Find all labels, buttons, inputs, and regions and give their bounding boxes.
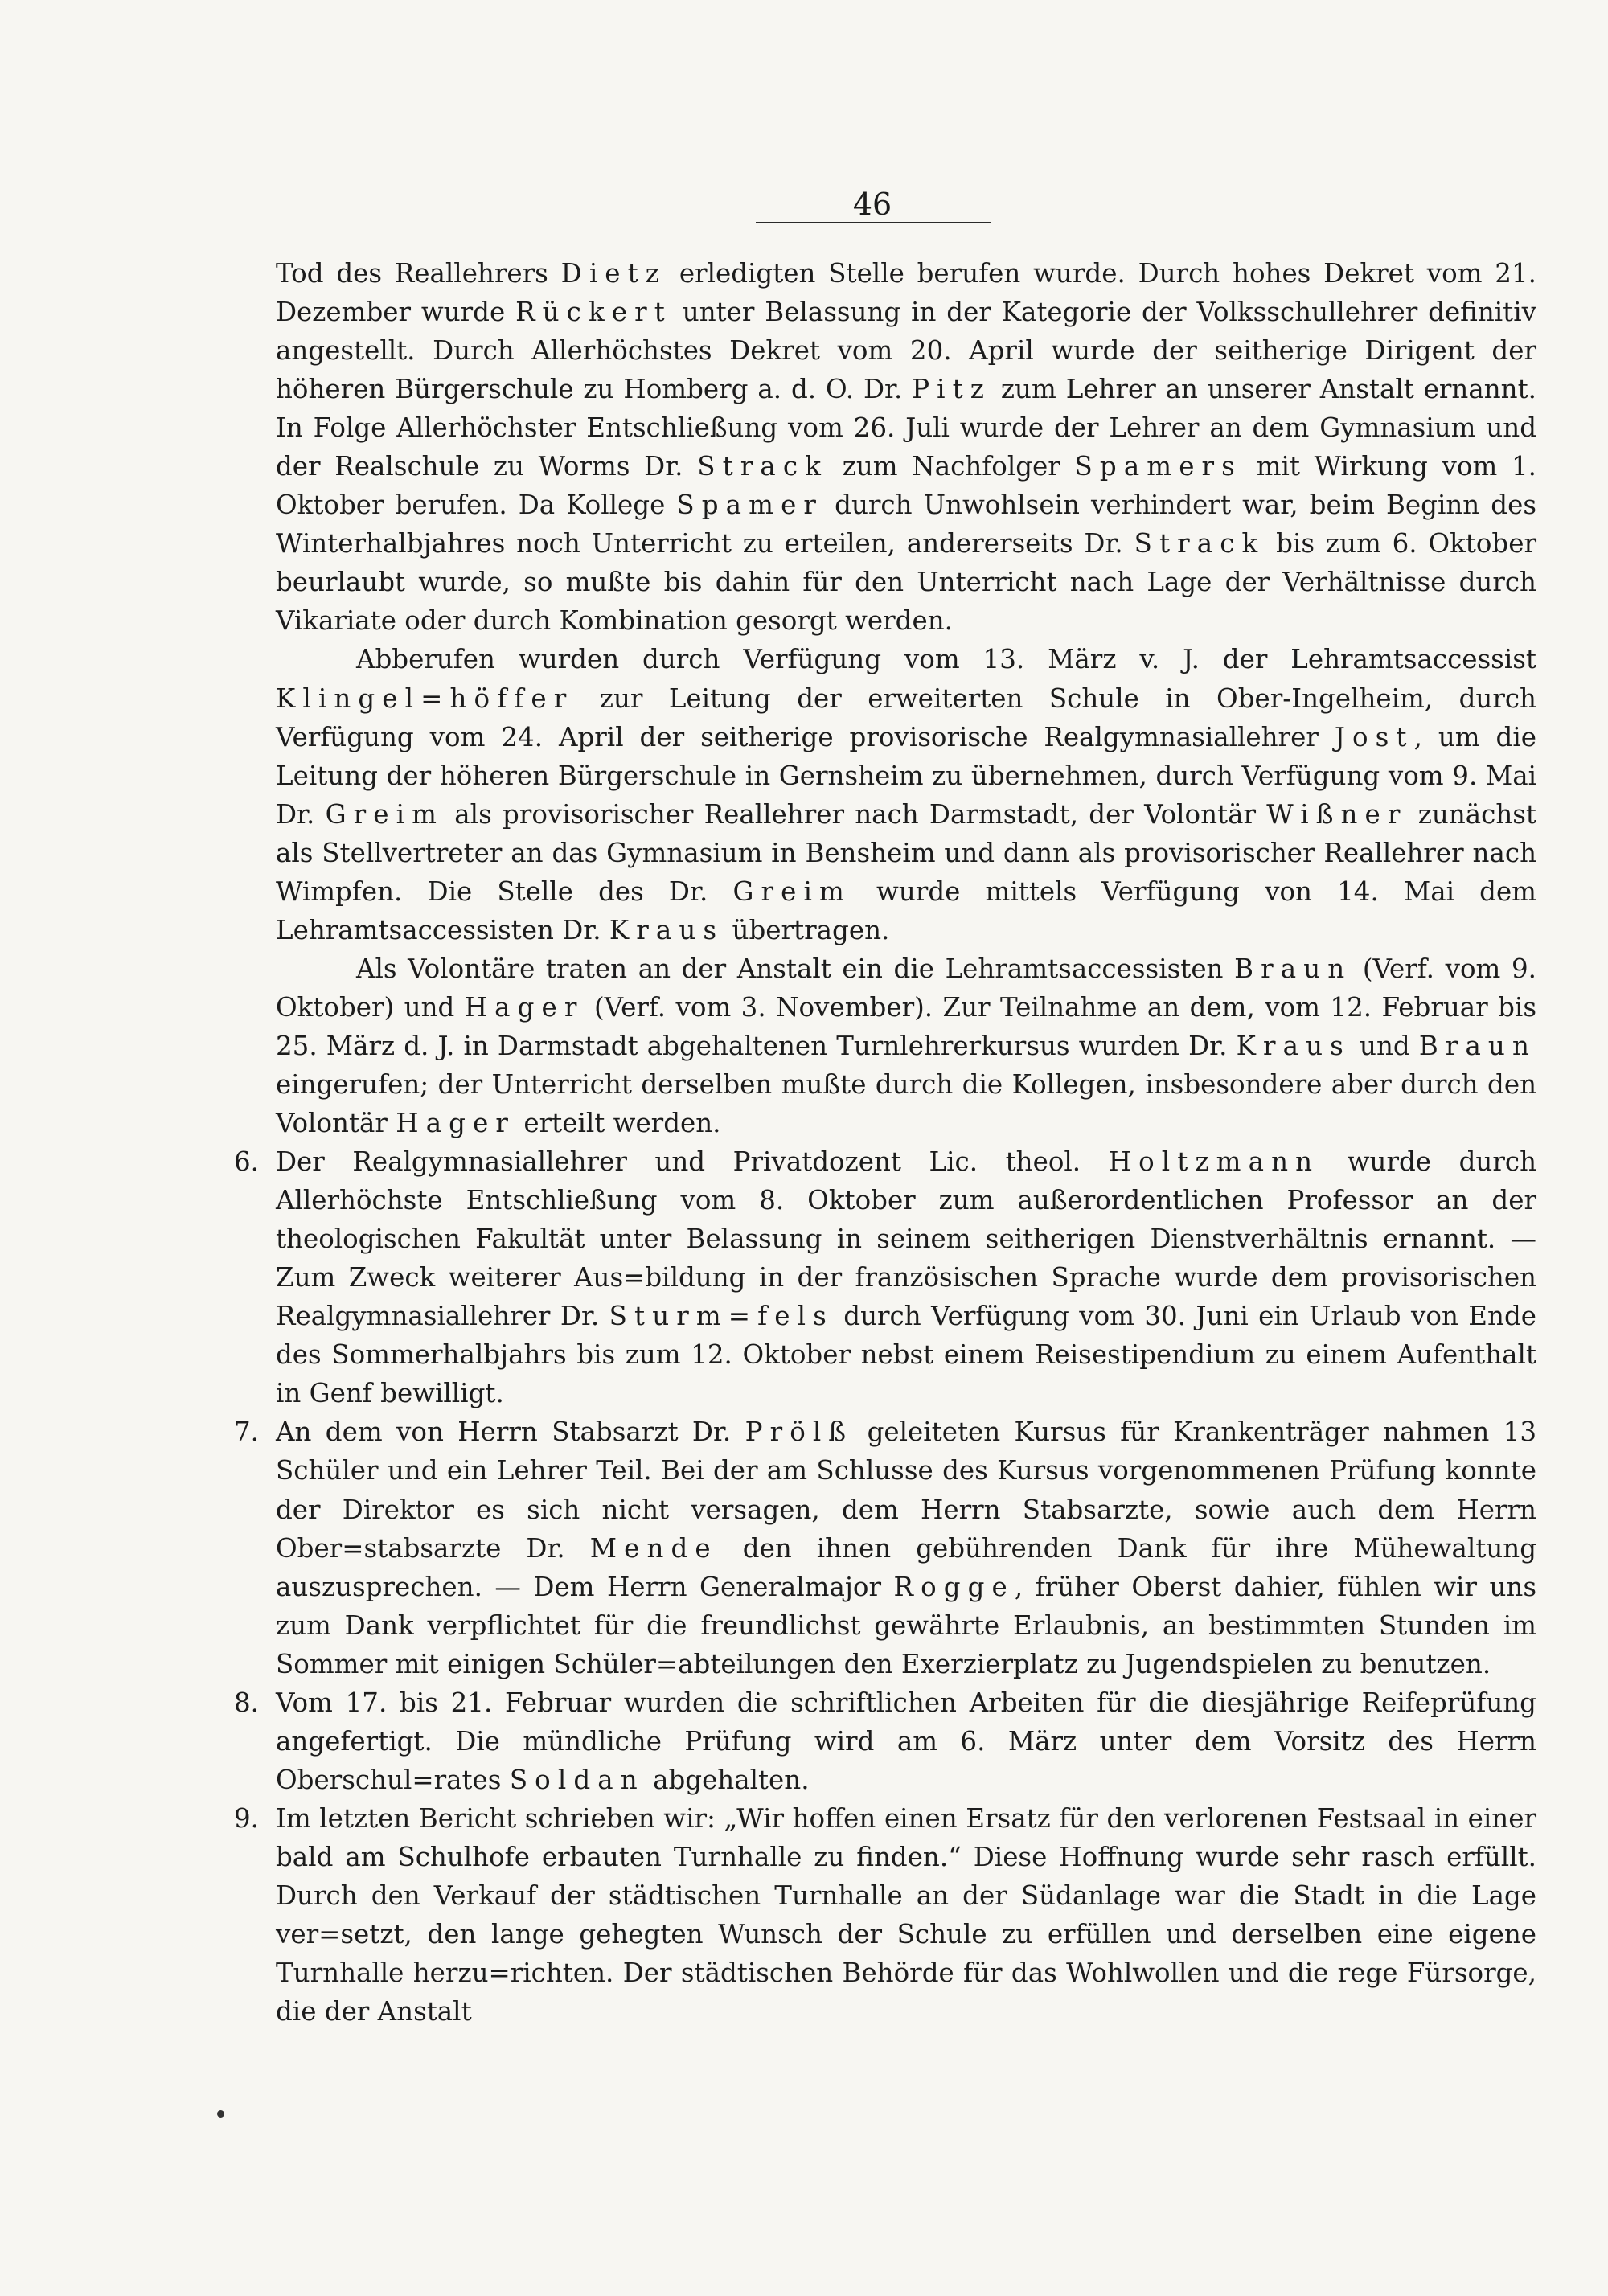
- body-text: [234, 254, 1537, 2031]
- text-run: Abberufen wurden durch Verfügung vom 13. März v. J. der Lehramtsaccessist: [356, 644, 1536, 675]
- item-number: 8.: [234, 1687, 260, 1718]
- person-name: Hager: [464, 991, 585, 1023]
- person-name: Sturm=fels: [609, 1301, 834, 1332]
- person-name: Spamers: [1074, 451, 1242, 482]
- paragraph-volunteers: [276, 949, 1536, 1142]
- text-run: Im letzten Bericht schrieben wir: „Wir hoffen einen Ersatz für den verlorenen Festsaal in einer bald am Schulhofe erbauten Turnhalle zu finden.“ Diese Hoffnung wurde sehr rasch erfüllt. Durch den Verkauf der städtischen Turnhalle an der Südanlage war die Stadt in die Lage ver=setzt, den lange gehegten Wunsch der Schule zu erfüllen und derselben eine eigene Turnhalle herzu=richten. Der städtischen Behörde für das Wohlwollen und die rege Fürsorge, die der Anstalt: [276, 1802, 1536, 2027]
- text-run: erteilt werden.: [515, 1108, 721, 1139]
- list-item-9: [234, 1799, 1536, 2031]
- text-run: als provisorischer Reallehrer nach Darmstadt, der Volontär: [444, 798, 1267, 830]
- person-name: Rückert: [515, 297, 672, 328]
- text-run: , um die Leitung der höheren Bürgerschule in Gernsheim zu übernehmen, durch Verfügung vom 9. Mai Dr.: [276, 721, 1536, 830]
- person-name: Hager: [396, 1108, 516, 1139]
- person-name: Pitz: [912, 374, 992, 405]
- text-run: zum Lehrer an unserer Anstalt ernannt. In Folge Allerhöchster Entschließung vom 26. Juli wurde der Lehrer an dem Gymnasium und der Realschule zu Worms Dr.: [276, 374, 1536, 482]
- text-run: zur Leitung der erweiterten Schule in Ober-Ingelheim, durch Verfügung vom 24. April der seitherige provisorische Realgymnasiallehrer: [276, 683, 1536, 752]
- text-run: wurde durch Allerhöchste Entschließung vom 8. Oktober zum außerordentlichen Professor an der theologischen Fakultät unter Belassung in seinem seitherigen Dienstverhältnis ernannt. — Zum Zweck weiterer Aus=bildung in der französischen Sprache wurde dem provisorischen Realgymnasiallehrer Dr.: [276, 1146, 1536, 1332]
- text-run: mit Wirkung vom 1. Oktober berufen. Da Kollege: [276, 451, 1537, 521]
- header-rule: [756, 222, 991, 223]
- text-run: übertragen.: [724, 914, 890, 945]
- list-item-7: [234, 1412, 1536, 1683]
- text-run: zum Nachfolger: [827, 451, 1075, 482]
- person-name: Greim: [732, 875, 851, 907]
- person-name: Prölß: [745, 1417, 854, 1448]
- person-name: Spamer: [676, 490, 824, 521]
- item-number: 6.: [234, 1146, 260, 1178]
- text-run: zunächst als Stellvertreter an das Gymnasium in Bensheim und dann als provisorischer Reallehrer nach Wimpfen. Die Stelle des Dr.: [276, 798, 1536, 907]
- text-run: Als Volontäre traten an der Anstalt ein die Lehramtsaccessisten: [356, 953, 1235, 984]
- person-name: Braun: [1418, 1030, 1536, 1061]
- ink-speck: [217, 2110, 224, 2118]
- list-item-6: [234, 1142, 1536, 1412]
- text-run: eingerufen; der Unterricht derselben mußte durch die Kollegen, insbesondere aber durch den Volontär: [276, 1068, 1536, 1139]
- person-name: Strack: [697, 451, 828, 482]
- text-run: abgehalten.: [644, 1764, 810, 1795]
- text-run: An dem von Herrn Stabsarzt Dr.: [276, 1417, 745, 1448]
- person-name: Kraus: [609, 914, 724, 945]
- text-run: bis zum 6. Oktober beurlaubt wurde, so mußte bis dahin für den Unterricht nach Lage der Verhältnisse durch Vikariate oder durch Kombination gesorgt werden.: [276, 528, 1536, 637]
- text-run: Tod des Reallehrers: [276, 258, 561, 289]
- text-run: den ihnen gebührenden Dank für ihre Mühewaltung auszusprechen. — Dem Herrn Generalmajor: [276, 1532, 1536, 1602]
- paragraph-appointments: [276, 254, 1536, 640]
- text-run: erledigten Stelle berufen wurde. Durch hohes Dekret vom 21. Dezember wurde: [276, 258, 1536, 328]
- person-name: Soldan: [509, 1764, 645, 1795]
- text-run: (Verf. vom 3. November). Zur Teilnahme an dem, vom 12. Februar bis 25. März d. J. in Darmstadt abgehaltenen Turnlehrerkursus wurden Dr.: [276, 991, 1536, 1061]
- person-name: Strack: [1134, 528, 1265, 560]
- text-run: , früher Oberst dahier, fühlen wir uns zum Dank verpflichtet für die freundlichst gewährte Erlaubnis, an bestimmten Stunden im Sommer mit einigen Schüler=abteilungen den Exerzierplatz zu Jugendspielen zu benutzen.: [276, 1571, 1536, 1679]
- text-run: geleiteten Kursus für Krankenträger nahmen 13 Schüler und ein Lehrer Teil. Bei der am Schlusse des Kursus vorgenommenen Prüfung konnte der Direktor es sich nicht versagen, dem Herrn Stabsarzte, sowie auch dem Herrn Ober=stabsarzte Dr.: [276, 1417, 1536, 1564]
- text-run: Der Realgymnasiallehrer und Privatdozent Lic. theol.: [276, 1146, 1109, 1178]
- person-name: Greim: [325, 798, 445, 830]
- text-run: durch Verfügung vom 30. Juni ein Urlaub von Ende des Sommerhalbjahrs bis zum 12. Oktober nebst einem Reisestipendium zu einem Aufenthalt in Genf bewilligt.: [276, 1301, 1536, 1409]
- person-name: Jost: [1334, 721, 1414, 752]
- person-name: Kraus: [1236, 1030, 1351, 1061]
- text-run: (Verf. vom 9. Oktober) und: [276, 953, 1536, 1023]
- person-name: Rogge: [893, 1571, 1015, 1602]
- person-name: Braun: [1234, 953, 1352, 984]
- person-name: Mende: [589, 1532, 718, 1564]
- person-name: Wißner: [1266, 798, 1408, 830]
- text-run: unter Belassung in der Kategorie der Volksschullehrer definitiv angestellt. Durch Allerhöchstes Dekret vom 20. April wurde der seitherige Dirigent der höheren Bürgerschule zu Homberg a. d. O. Dr.: [276, 297, 1536, 405]
- text-run: und: [1350, 1030, 1419, 1061]
- paragraph-recalls: [276, 640, 1536, 949]
- text-run: wurde mittels Verfügung von 14. Mai dem Lehramtsaccessisten Dr.: [276, 875, 1536, 945]
- item-number: 7.: [234, 1417, 260, 1448]
- list-item-8: [234, 1683, 1536, 1799]
- person-name: Dietz: [560, 258, 667, 289]
- page-number: 46: [852, 187, 892, 222]
- item-number: 9.: [234, 1802, 260, 1834]
- text-run: Vom 17. bis 21. Februar wurden die schriftlichen Arbeiten für die diesjährige Reifeprüfung angefertigt. Die mündliche Prüfung wird am 6. März unter dem Vorsitz des Herrn Oberschul=rates: [276, 1687, 1536, 1795]
- text-run: durch Unwohlsein verhindert war, beim Beginn des Winterhalbjahres noch Unterricht zu erteilen, andererseits Dr.: [276, 490, 1537, 560]
- person-name: Holtzmann: [1108, 1146, 1320, 1178]
- person-name: Klingel=höffer: [276, 683, 574, 714]
